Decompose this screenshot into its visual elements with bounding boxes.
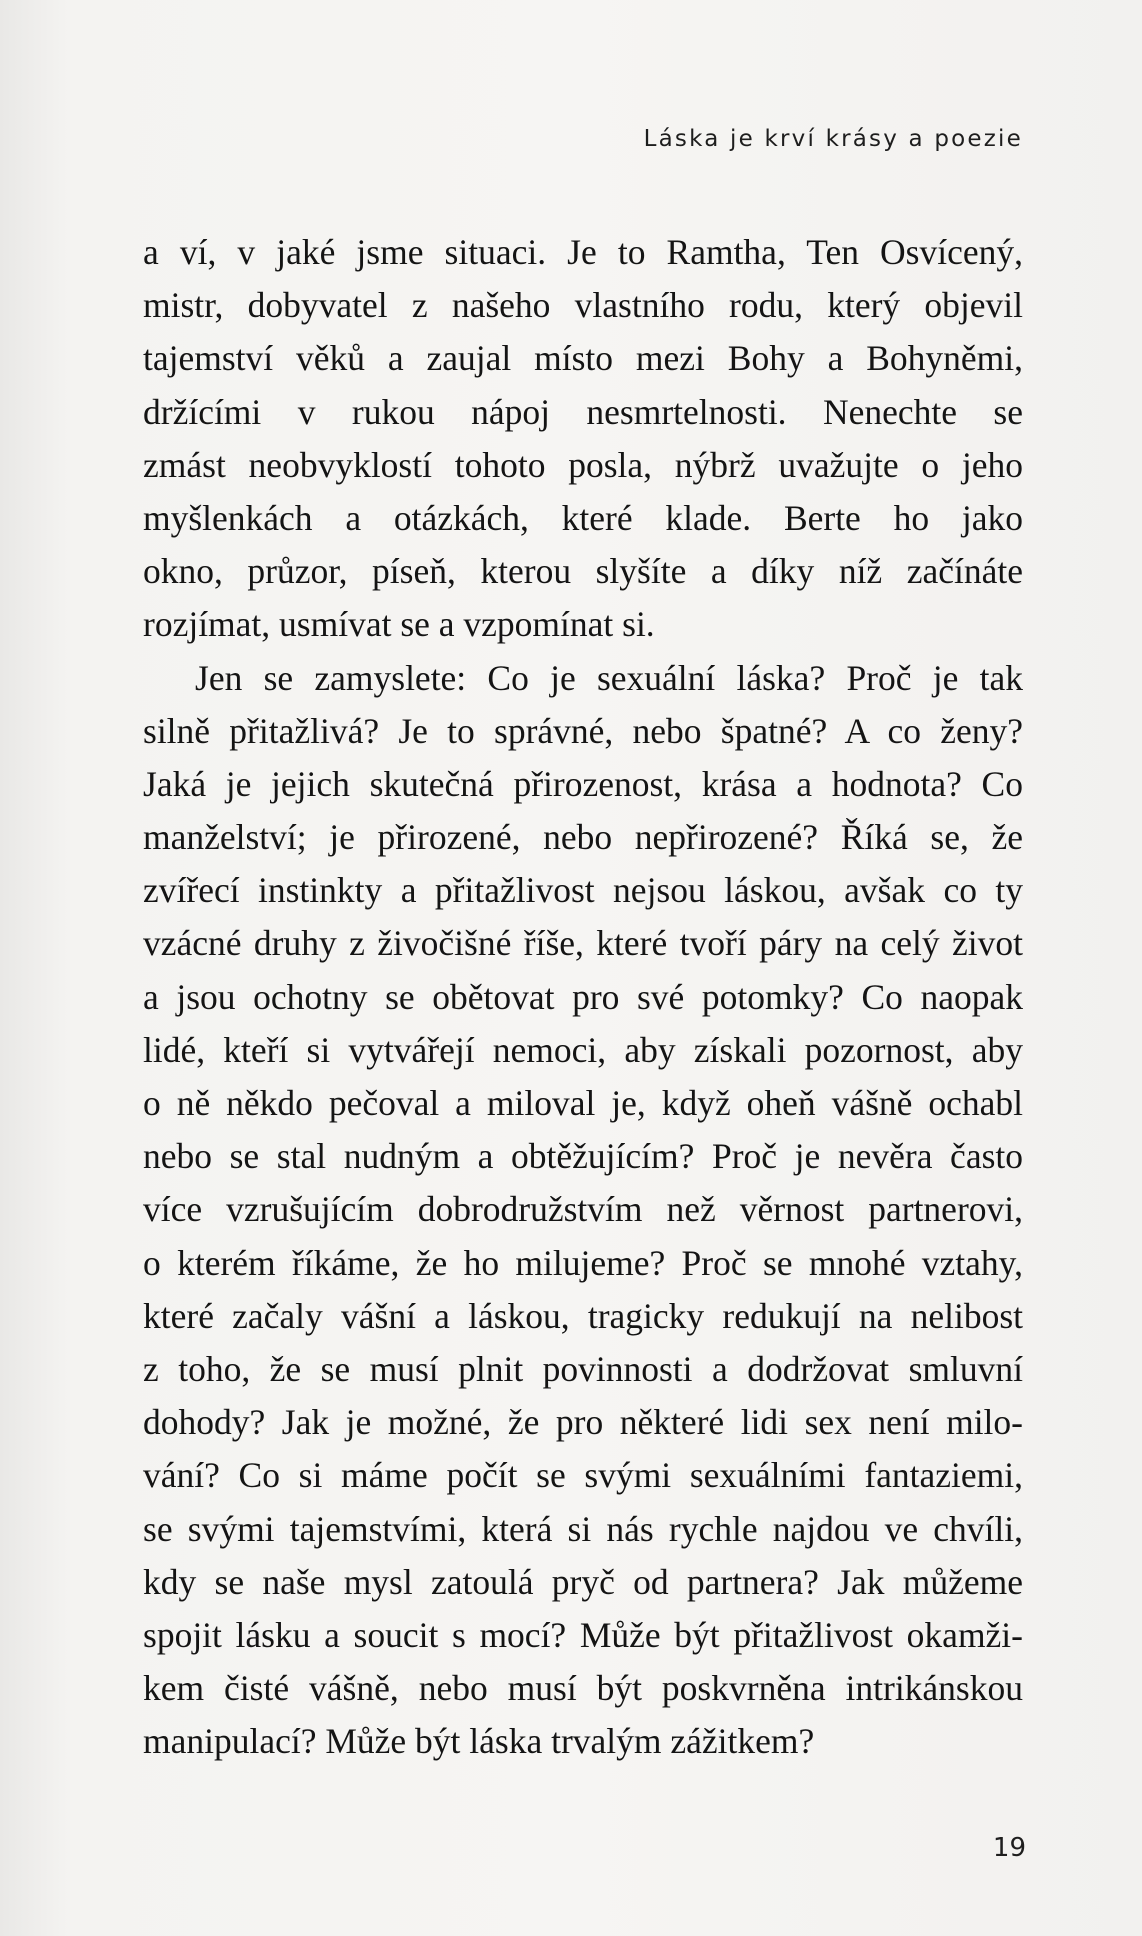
- text-line: vzácné druhy z živočišné říše, které tvoří páry na celý život: [143, 923, 1023, 964]
- text-line: tajemství věků a zaujal místo mezi Bohy a Bohyněmi,: [143, 338, 1023, 379]
- text-line: o ně někdo pečoval a miloval je, když oheň vášně ochabl: [143, 1083, 1023, 1123]
- text-line: myšlenkách a otázkách, které klade. Berte ho jako: [143, 497, 1023, 538]
- text-line: Jen se zamyslete: Co je sexuální láska? Proč je tak: [195, 657, 1023, 698]
- text-line: které začaly vášní a láskou, tragicky redukují na nelibost: [143, 1295, 1023, 1336]
- text-line: dohody? Jak je možné, že pro některé lidi sex není milo-: [143, 1402, 1023, 1443]
- text-line: více vzrušujícím dobrodružstvím než věrnost partnerovi,: [143, 1189, 1023, 1230]
- text-line: o kterém říkáme, že ho milujeme? Proč se mnohé vztahy,: [143, 1242, 1023, 1283]
- text-line: spojit lásku a soucit s mocí? Může být přitažlivost okamži-: [143, 1614, 1023, 1655]
- text-line: a jsou ochotny se obětovat pro své potomky? Co naopak: [143, 976, 1023, 1017]
- text-line: držícími v rukou nápoj nesmrtelnosti. Nenechte se: [143, 391, 1023, 432]
- text-line: kdy se naše mysl zatoulá pryč od partnera? Jak můžeme: [143, 1561, 1023, 1602]
- text-line: kem čisté vášně, nebo musí být poskvrněna intrikánskou: [143, 1668, 1023, 1709]
- text-line: Jaká je jejich skutečná přirozenost, krása a hodnota? Co: [143, 763, 1023, 804]
- page-number: 19: [992, 1833, 1026, 1863]
- text-line: zmást neobvyklostí tohoto posla, nýbrž uvažujte o jeho: [143, 444, 1023, 485]
- text-line: a ví, v jaké jsme situaci. Je to Ramtha, Ten Osvícený,: [143, 232, 1023, 272]
- text-line: manipulací? Může být láska trvalým zážitkem?: [143, 1721, 815, 1762]
- text-line: rozjímat, usmívat se a vzpomínat si.: [143, 604, 655, 645]
- text-line: nebo se stal nudným a obtěžujícím? Proč je nevěra často: [143, 1136, 1023, 1177]
- text-line: se svými tajemstvími, která si nás rychle najdou ve chvíli,: [143, 1508, 1023, 1549]
- text-line: vání? Co si máme počít se svými sexuálními fantaziemi,: [143, 1455, 1023, 1496]
- text-line: lidé, kteří si vytvářejí nemoci, aby získali pozornost, aby: [143, 1029, 1023, 1070]
- text-line: silně přitažlivá? Je to správné, nebo špatné? A co ženy?: [143, 710, 1023, 751]
- text-line: okno, průzor, píseň, kterou slyšíte a díky níž začínáte: [143, 551, 1023, 592]
- running-header: Láska je krví krásy a poezie: [643, 126, 1023, 152]
- body-text: [143, 226, 1023, 1768]
- text-line: manželství; je přirozené, nebo nepřirozené? Říká se, že: [143, 817, 1023, 858]
- text-line: zvířecí instinkty a přitažlivost nejsou láskou, avšak co ty: [143, 870, 1023, 911]
- text-line: z toho, že se musí plnit povinnosti a dodržovat smluvní: [143, 1348, 1023, 1389]
- text-line: mistr, dobyvatel z našeho vlastního rodu, který objevil: [143, 285, 1023, 326]
